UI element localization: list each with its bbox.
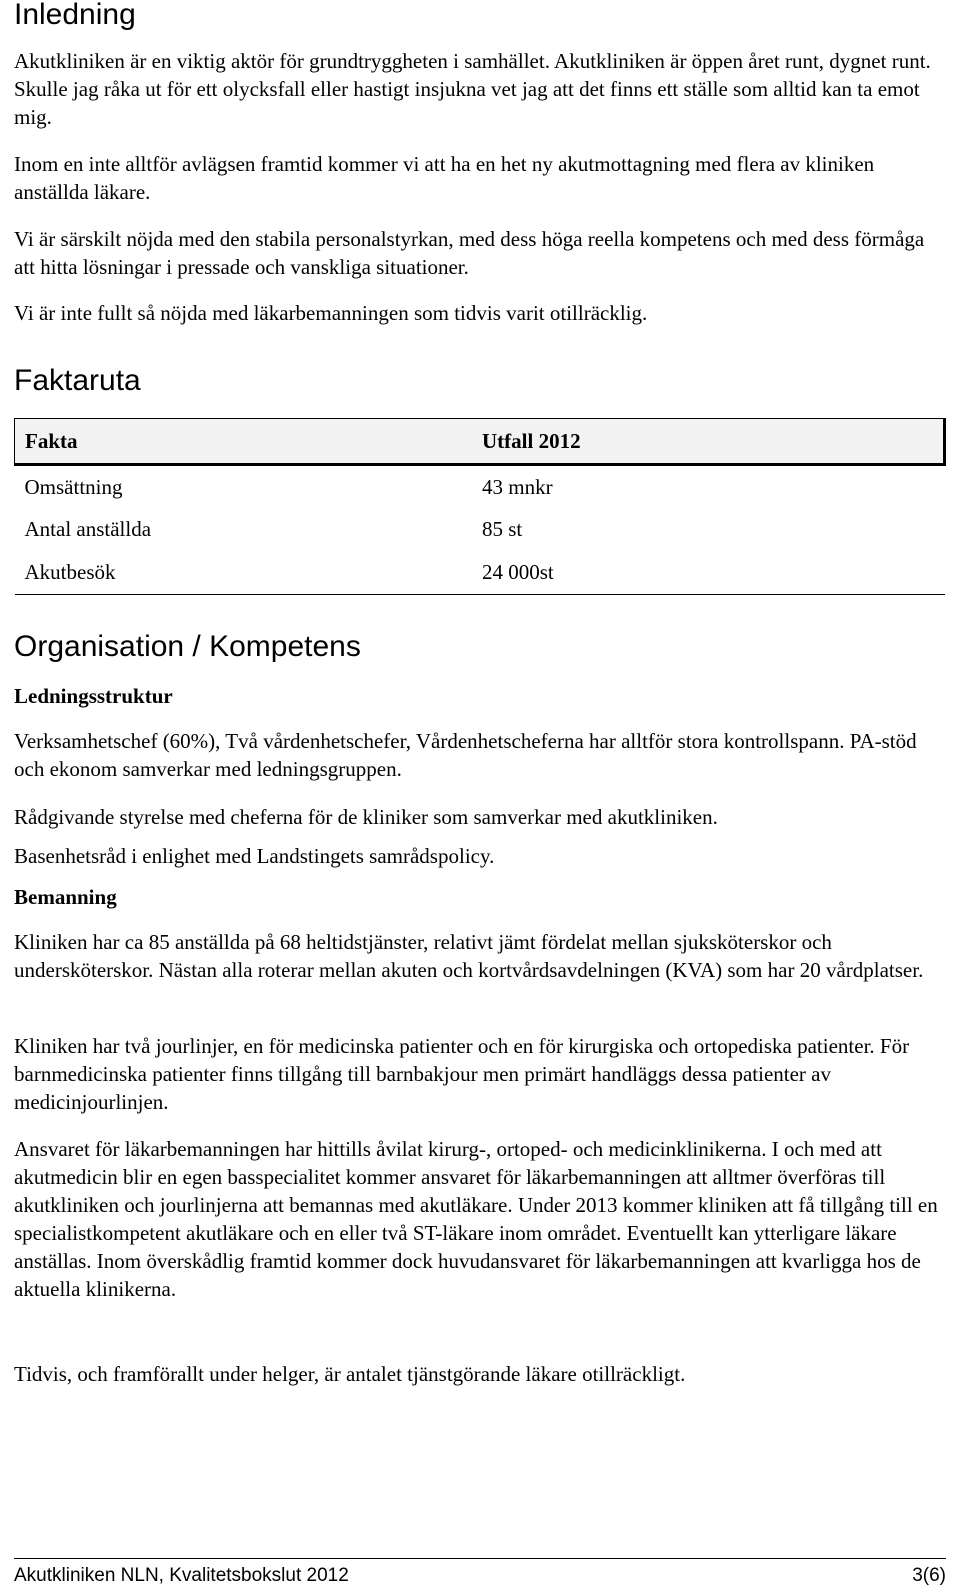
intro-paragraph-4: Vi är inte fullt så nöjda med läkarbemanningen som tidvis varit otillräcklig. [14,301,648,325]
footer-title: Akutkliniken NLN, Kvalitetsbokslut 2012 [14,1565,349,1586]
intro-heading: Inledning [14,0,136,31]
fakta-value: 43 mnkr [482,474,553,499]
fakta-header-fakta: Fakta [15,419,481,465]
bemanning-subheading: Bemanning [14,885,117,909]
bemanning-paragraph-4: Tidvis, och framförallt under helger, är antalet tjänstgörande läkare otillräckligt. [14,1362,686,1386]
fakta-label: Antal anställda [24,516,152,541]
page-footer [14,1558,946,1587]
table-row [15,508,945,550]
ledning-paragraph-2: Rådgivande styrelse med cheferna för de kliniker som samverkar med akutkliniken. [14,805,718,829]
faktaruta-heading: Faktaruta [14,364,141,397]
bemanning-paragraph-3: Ansvaret för läkarbemanningen har hittills åvilat kirurg-, ortoped- och medicinklinikerna. I och med att akutmedicin blir en egen basspecialitet kommer ansvaret för läkarbemanningen att alltmer överföras till akutkliniken och jourlinjerna att bemannas med akutläkare. Under 2013 kommer kliniken att få tillgång till en specialistkompetent akutläkare och en eller två ST-läkare inom området. Eventuellt kan ytterligare läkare anställas. Inom överskådlig framtid kommer dock huvudansvaret för läkarbemanningen att kvarligga hos de aktuella klinikerna. [14,1137,938,1301]
fakta-value: 85 st [482,516,523,541]
fakta-value: 24 000st [480,550,945,595]
ledning-paragraph-1: Verksamhetschef (60%), Två vårdenhetschefer, Vårdenhetscheferna har alltför stora kontrollspann. PA-stöd och ekonom samverkar med ledningsgruppen. [14,729,917,781]
ledning-paragraph-3: Basenhetsråd i enlighet med Landstingets samrådspolicy. [14,844,495,868]
fakta-header-row [15,419,945,465]
fakta-label: Akutbesök [15,550,481,595]
table-row [15,465,945,509]
ledning-subheading: Ledningsstruktur [14,684,173,708]
page-number: 3(6) [912,1565,946,1586]
intro-paragraph-2: Inom en inte alltför avlägsen framtid kommer vi att ha en het ny akutmottagning med flera av kliniken anställda läkare. [14,152,875,204]
organisation-heading: Organisation / Kompetens [14,630,361,663]
table-row [15,550,945,595]
fakta-label: Omsättning [24,474,123,499]
fakta-table [14,418,946,595]
fakta-header-utfall: Utfall 2012 [480,419,945,465]
intro-paragraph-1: Akutkliniken är en viktig aktör för grundtryggheten i samhället. Akutkliniken är öppen året runt, dygnet runt. Skulle jag råka ut för ett olycksfall eller hastigt insjukna vet jag att det finns ett ställe som alltid kan ta emot mig. [14,49,931,129]
bemanning-paragraph-2: Kliniken har två jourlinjer, en för medicinska patienter och en för kirurgiska och ortopediska patienter. För barnmedicinska patienter finns tillgång till barnbakjour men primärt handläggs dessa patienter av medicinjourlinjen. [14,1034,910,1114]
bemanning-paragraph-1: Kliniken har ca 85 anställda på 68 heltidstjänster, relativt jämt fördelat mellan sjuksköterskor och undersköterskor. Nästan alla roterar mellan akuten och kortvårdsavdelningen (KVA) som har 20 vårdplatser. [14,930,924,982]
intro-paragraph-3: Vi är särskilt nöjda med den stabila personalstyrkan, med dess höga reella kompetens och med dess förmåga att hitta lösningar i pressade och vanskliga situationer. [14,227,925,279]
